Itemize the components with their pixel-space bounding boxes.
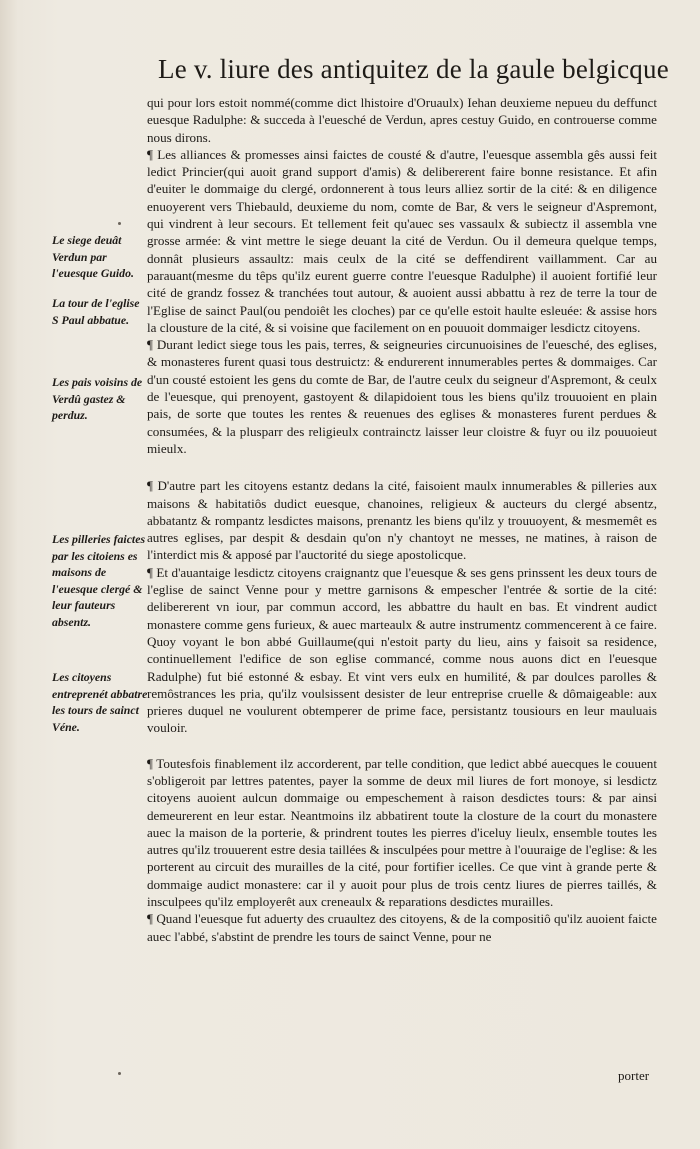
binding-mark	[118, 1072, 121, 1075]
margin-note: Le siege deuât Verdun par l'euesque Guido.	[52, 233, 134, 281]
margin-note: Les pais voisins de Verdû gastez & perduz.	[52, 375, 143, 423]
margin-note: Les pilleries faictes par les citoiens es maisons de l'euesque clergé & leur fauteurs absentz.	[52, 532, 146, 629]
paragraph: ¶ Durant ledict siege tous les pais, terres, & seigneuries circunuoisines de l'euesché, des eglises, & monasteres furent quasi tous destruictz: & endurerent innumerables pertes & dommaiges. Car d'un cousté estoient les gens du comte de Bar, de l'autre ceulx du seigneur d'Aspremont, & ceulx de l'euesque, qui prenoyent, gastoyent & dilapidoient tous les biens qu'ilz trouuoient en plain pais, de sorte que toutes les rentes & reuenues des eglises & monasteres furent perdues & consumées, & la plusparr des religieulx contrainctz laisser leur cloistre & fuyr ou ilz pouuoieut mieulx.	[147, 337, 657, 456]
paragraph: ¶ Toutesfois finablement ilz accorderent, par telle condition, que ledict abbé auecques le couuent s'obligeroit par lettres patentes, payer la somme de deux mil liures de fort monoye, si lesdictz citoyens auoient aulcun dommaige ou empeschement à raison desdictes tours: & par ainsi demeurerent en leur estar. Neantmoins ilz abbatirent toute la closture de la court du monastere auec la maison de la porterie, & prindrent toutes les pierres d'iceluy lieulx, ensemble toutes les autres qu'ilz trouuerent estre desia taillées & insculpées pour mettre à l'ouuraige de l'eglise: & les porterent au circuit des murailles de la cité, pour fortifier icelles. Ce que vint à grande perte & dommaige audict monastere: car il y auoit pour plus de trois centz liures de pierres taillés, & insculpees qu'ilz employerêt aux creneaulx & reparations desdictes murailles.	[147, 755, 657, 910]
paragraph: qui pour lors estoit nommé(comme dict lhistoire d'Oruaulx) Iehan deuxieme nepueu du deffunct euesque Radulphe: & succeda à l'euesché de Verdun, apres cestuy Guido, en controuerse comme nous dirons.	[147, 95, 657, 145]
main-text	[147, 94, 657, 945]
paragraph: ¶ Et d'auantaige lesdictz citoyens craignantz que l'euesque & ses gens prinssent les deux tours de l'eglise de sainct Venne pour y mettre garnisons & empescher l'entrée & sortie de la cité: delibererent vn iour, par commun accord, les abbattre du hault en bas. Et vindrent audict monastere comme gens furieux, & auec marteaulx & autre instrumentz commencerent à ce faire. Quoy voyant le bon abbé Guillaume(qui n'estoit party du lieu, ains y faisoit sa residence, continuellement l'edifice de son eglise commancé, comme nous auons dict en l'euesque Radulphe) fut bié estonné & esbay. Et vint vers eulx en humilité, & par doulces parolles & remôstrances les pria, qu'ilz voulsissent desister de leur entreprise cruelle & dômaigeable: aux prieres duquel ne voulurent obtemperer de prime face, persistantz tousiours en leur mauluais vouloir.	[147, 564, 657, 736]
margin-note: Les citoyens entreprenét abbatre les tours de sainct Véne.	[52, 670, 148, 734]
paragraph: ¶ D'autre part les citoyens estantz dedans la cité, faisoient maulx innumerables & pilleries aux maisons & habitatiôs dudict euesque, chanoines, religieux & aucteurs du clergé absentz, abbatantz & rompantz lesdictes maisons, prenantz les biens qu'ilz y trouuoyent, & mesmemêt es autres eglises, par despit & desdain qu'on n'y chantoyt ne messes, ne matines, à raison de l'interdict mis & apposé par l'auctorité du siege apostolicque.	[147, 478, 657, 563]
running-header: Le v. liure des antiquitez de la gaule belgicque	[158, 54, 669, 84]
paragraph: ¶ Les alliances & promesses ainsi faictes de cousté & d'autre, l'euesque assembla gês aussi feit ledict Princier(qui auoit grand support d'amis) & delibererent faire bonne resistance. Et afin d'euiter le dommaige du clergé, ordonnerent à tous leurs alliez sortir de la cité: & en diligence enuoyerent vers Thiebauld, deuxieme du nom, comte de Bar, & vers le seigneur d'Aspremont, qui vindrent à leur secours. Et tellement feit qu'auec ses vassaulx & subiectz il assembla vne grosse armée: & vint mettre le siege deuant la cité de Verdun. Ou il demeura quelque temps, donnât plusieurs assaultz: mais ceulx de la cité se deffendirent vaillamment. Car au parauant(mesme du têps qu'ilz eurent guerre contre l'euesque Radulphe) il auoient fortifié leur cité de grandz fossez & tranchées tout autour, & auoient aussi abbattu à rez de terre la tour de l'Eglise de sainct Paul(ou pendoiêt les cloches) par ce qu'elle estoit haulte esleuée: & assise hors la clousture de la cité, & si voisine que facilement on en pouuoit dommaiger lesdictz citoyens.	[147, 146, 657, 335]
binding-mark	[118, 222, 121, 225]
paragraph: ¶ Quand l'euesque fut aduerty des cruaultez des citoyens, & de la compositiô qu'ilz auoient faicte auec l'abbé, s'abstint de prendre les tours de sainct Venne, pour ne	[147, 911, 657, 944]
catchword: porter	[618, 1068, 650, 1083]
margin-note: La tour de l'eglise S Paul abbatue.	[52, 296, 140, 327]
